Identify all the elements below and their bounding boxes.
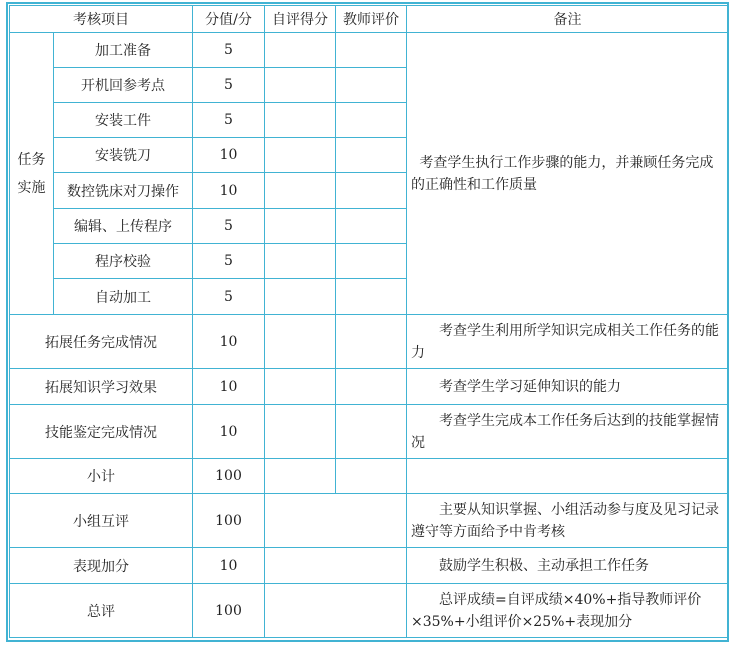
row-name: 自动加工	[54, 279, 193, 315]
row-score: 5	[193, 103, 265, 138]
row-score: 5	[193, 209, 265, 244]
row-score: 5	[193, 68, 265, 103]
merged-empty-cell	[265, 548, 407, 584]
row-note: 总评成绩=自评成绩×40%+指导教师评价×35%+小组评价×25%+表现加分	[407, 584, 729, 638]
self-score-cell[interactable]	[265, 279, 336, 315]
row-name: 安装铣刀	[54, 138, 193, 173]
self-score-cell[interactable]	[265, 369, 336, 405]
row-score: 10	[193, 138, 265, 173]
row-name: 数控铣床对刀操作	[54, 173, 193, 209]
row-score: 10	[193, 405, 265, 459]
teacher-eval-cell[interactable]	[336, 459, 407, 494]
header-teacher-eval: 教师评价	[336, 6, 407, 33]
row-score: 10	[193, 548, 265, 584]
row-name: 加工准备	[54, 33, 193, 68]
self-score-cell[interactable]	[265, 315, 336, 369]
row-note	[407, 459, 729, 494]
row-score: 100	[193, 459, 265, 494]
row-score: 10	[193, 369, 265, 405]
task-group-note: 考查学生执行工作步骤的能力，并兼顾任务完成的正确性和工作质量	[407, 33, 729, 315]
header-score: 分值/分	[193, 6, 265, 33]
self-score-cell[interactable]	[265, 244, 336, 279]
table-row	[10, 584, 729, 638]
row-note: 考查学生完成本工作任务后达到的技能掌握情况	[407, 405, 729, 459]
header-note: 备注	[407, 6, 729, 33]
table-row	[10, 548, 729, 584]
row-name: 开机回参考点	[54, 68, 193, 103]
row-name: 拓展知识学习效果	[10, 369, 193, 405]
row-note: 主要从知识掌握、小组活动参与度及见习记录遵守等方面给予中肯考核	[407, 494, 729, 548]
self-score-cell[interactable]	[265, 405, 336, 459]
row-score: 100	[193, 494, 265, 548]
row-name: 小组互评	[10, 494, 193, 548]
self-score-cell[interactable]	[265, 459, 336, 494]
header-item: 考核项目	[10, 6, 193, 33]
row-name: 拓展任务完成情况	[10, 315, 193, 369]
task-group-label: 任务 实施	[10, 33, 54, 315]
teacher-eval-cell[interactable]	[336, 68, 407, 103]
table-row	[10, 494, 729, 548]
self-score-cell[interactable]	[265, 33, 336, 68]
header-self-score: 自评得分	[265, 6, 336, 33]
self-score-cell[interactable]	[265, 173, 336, 209]
self-score-cell[interactable]	[265, 138, 336, 173]
row-name: 安装工件	[54, 103, 193, 138]
table-row	[10, 33, 729, 68]
self-score-cell[interactable]	[265, 68, 336, 103]
row-name: 表现加分	[10, 548, 193, 584]
table-row	[10, 369, 729, 405]
teacher-eval-cell[interactable]	[336, 33, 407, 68]
table-row	[10, 405, 729, 459]
row-name: 小计	[10, 459, 193, 494]
teacher-eval-cell[interactable]	[336, 173, 407, 209]
teacher-eval-cell[interactable]	[336, 103, 407, 138]
row-score: 10	[193, 315, 265, 369]
row-name: 编辑、上传程序	[54, 209, 193, 244]
row-score: 5	[193, 33, 265, 68]
row-score: 100	[193, 584, 265, 638]
assessment-table	[9, 5, 729, 638]
row-note: 鼓励学生积极、主动承担工作任务	[407, 548, 729, 584]
teacher-eval-cell[interactable]	[336, 405, 407, 459]
teacher-eval-cell[interactable]	[336, 315, 407, 369]
table-row	[10, 459, 729, 494]
row-score: 5	[193, 244, 265, 279]
self-score-cell[interactable]	[265, 209, 336, 244]
teacher-eval-cell[interactable]	[336, 279, 407, 315]
teacher-eval-cell[interactable]	[336, 244, 407, 279]
teacher-eval-cell[interactable]	[336, 138, 407, 173]
row-note: 考查学生利用所学知识完成相关工作任务的能力	[407, 315, 729, 369]
row-name: 总评	[10, 584, 193, 638]
row-note: 考查学生学习延伸知识的能力	[407, 369, 729, 405]
table-row	[10, 315, 729, 369]
self-score-cell[interactable]	[265, 103, 336, 138]
merged-empty-cell	[265, 584, 407, 638]
row-score: 10	[193, 173, 265, 209]
teacher-eval-cell[interactable]	[336, 369, 407, 405]
teacher-eval-cell[interactable]	[336, 209, 407, 244]
row-name: 技能鉴定完成情况	[10, 405, 193, 459]
row-score: 5	[193, 279, 265, 315]
merged-empty-cell	[265, 494, 407, 548]
row-name: 程序校验	[54, 244, 193, 279]
header-row	[10, 6, 729, 33]
